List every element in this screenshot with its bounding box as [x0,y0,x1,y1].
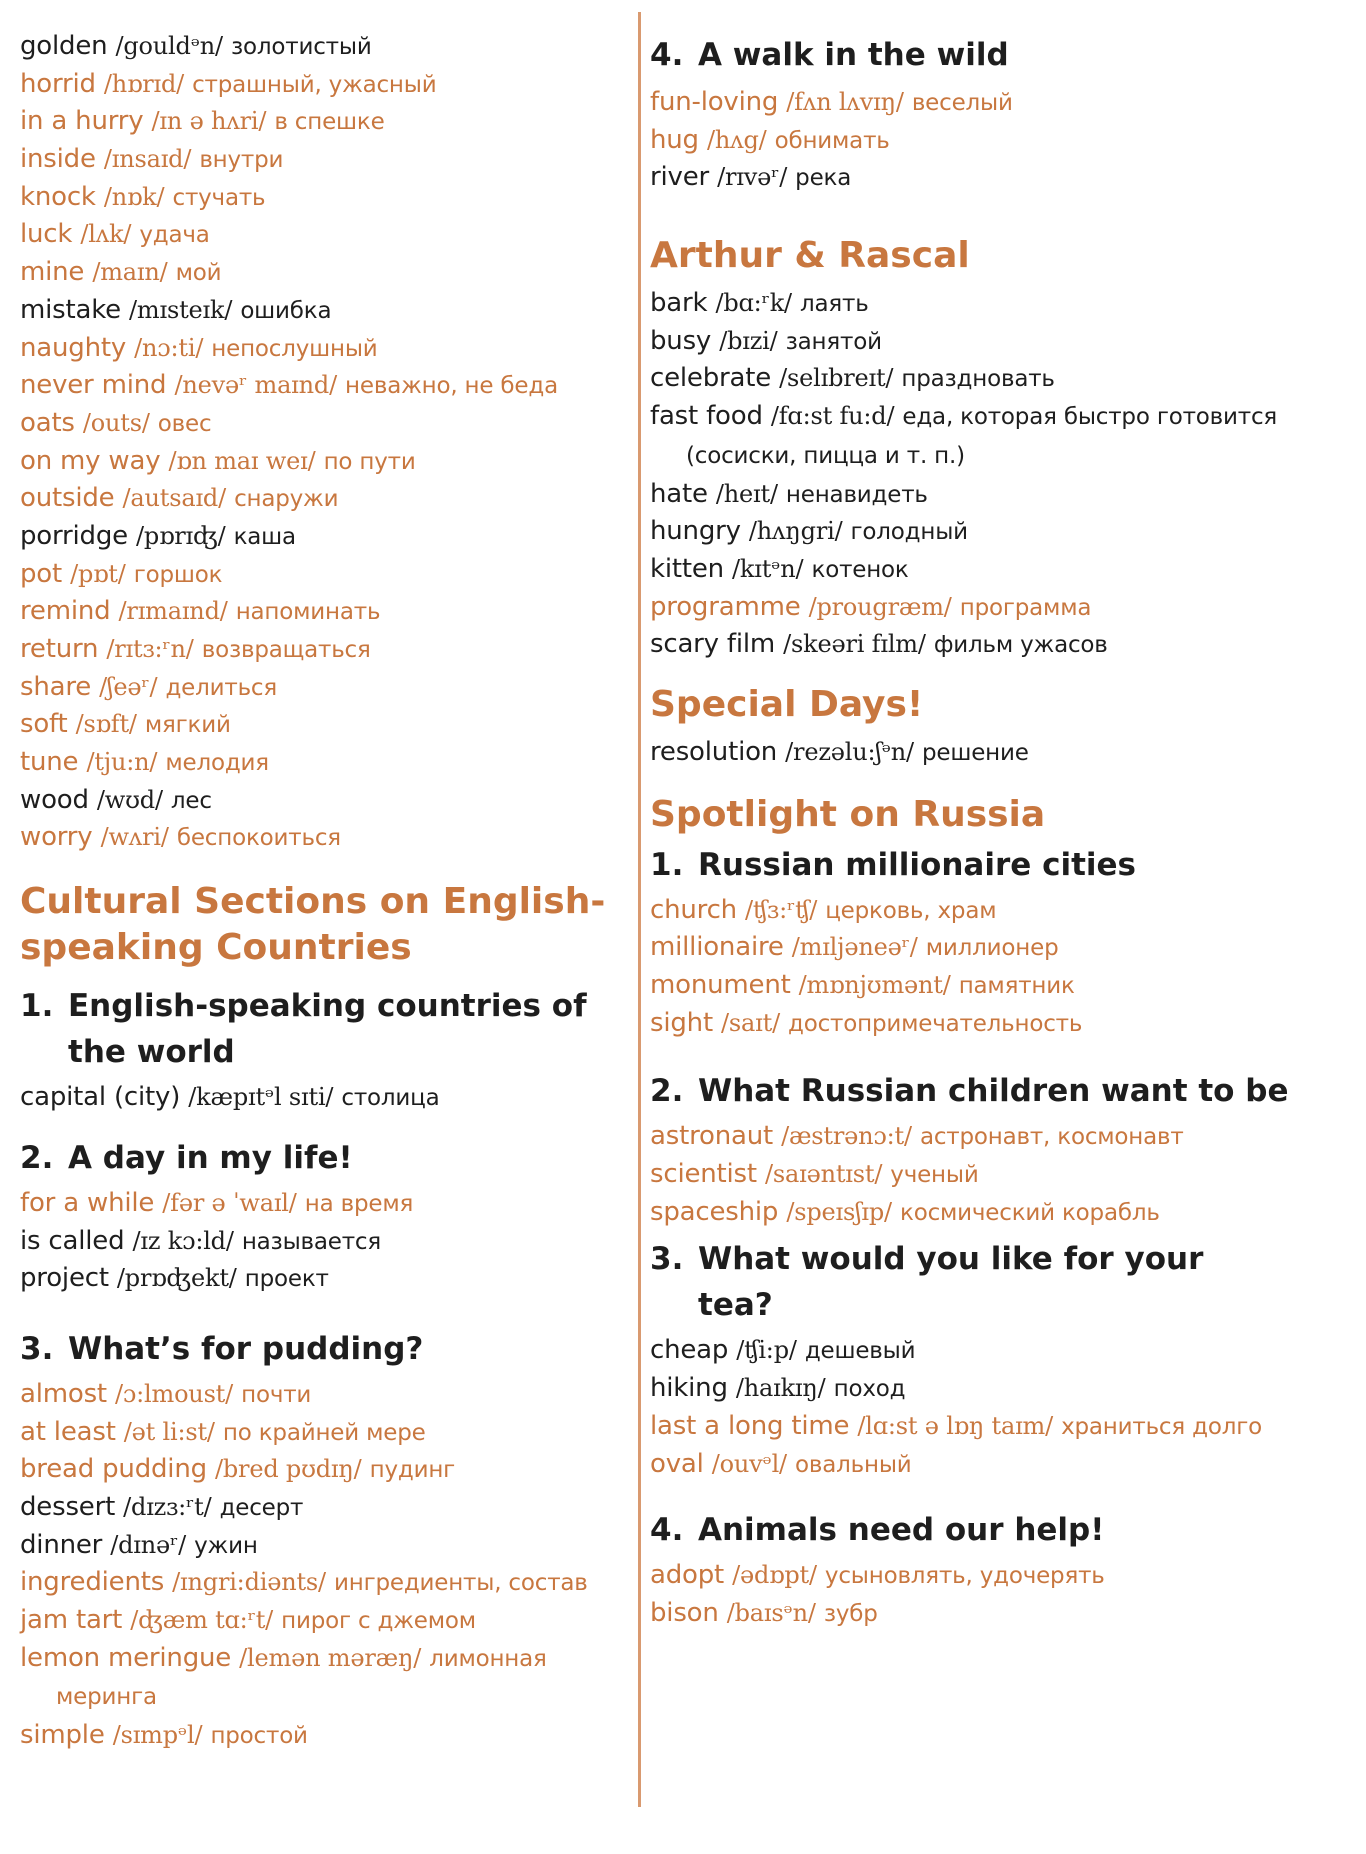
vocab-translation: усыновлять, удочерять [824,1563,1105,1590]
vocab-translation: лаять [800,291,869,318]
vocab-entry [20,1223,620,1261]
vocab-transcription: /ɒn maɪ weɪ/ [168,446,316,475]
vocab-transcription: /ɪngri:diənts/ [172,1568,326,1597]
vocab-translation: по пути [323,448,416,475]
vocab-entry [20,443,620,481]
vocab-entry [20,330,620,368]
vocab-entry [650,360,1350,398]
vocab-transcription: /haɪkɪŋ/ [735,1374,826,1403]
vocab-translation: космический корабль [900,1199,1160,1226]
vocab-entry [650,513,1350,551]
vocab-translation: непослушный [211,335,378,362]
vocab-word: soft [20,709,68,740]
vocab-word: hate [650,478,708,509]
vocab-translation: праздновать [901,366,1055,393]
vocab-translation: занятой [785,328,882,355]
vocab-word: knock [20,181,96,212]
vocab-translation: мелодия [165,750,269,777]
vocab-word: busy [650,325,712,356]
vocab-word: project [20,1263,109,1294]
vocab-transcription: /fʌn lʌvɪŋ/ [786,88,904,116]
subsection-title: What’s for pudding? [68,1330,424,1367]
vocab-word: adopt [650,1560,725,1591]
vocab-word: luck [20,219,73,250]
word-list [650,892,1350,1043]
vocab-translation: голодный [850,519,968,546]
word-list [20,28,620,857]
section-title-arthur: Arthur & Rascal [650,235,970,277]
vocab-entry [20,669,620,707]
subsection-heading-2 [20,1135,620,1181]
subsection-number: 2. [650,1073,684,1110]
vocab-translation: обнимать [774,127,890,154]
vocab-transcription: /ɪn ə hʌri/ [151,107,267,136]
subsection-number: 1. [20,988,54,1025]
vocab-transcription: /skeəri fɪlm/ [783,630,926,659]
vocab-entry [20,556,620,594]
section-title-cultural: Cultural Sections on English-speaking Countries [20,881,606,969]
vocab-transcription: /ɪz kɔ:ld/ [132,1226,234,1255]
vocab-translation: проект [244,1266,329,1293]
vocab-translation: астронавт, космонавт [919,1124,1184,1151]
vocab-translation: фильм ужасов [933,632,1108,659]
subsection-heading-walk [650,32,1350,78]
vocab-entry [20,744,620,782]
vocab-word: fast food [650,401,763,432]
vocab-transcription: /fɑ:st fu:d/ [770,402,895,431]
vocab-word: wood [20,784,89,815]
vocab-word: church [650,894,737,925]
vocab-translation: овес [157,410,212,437]
vocab-transcription: /rɪvəʳ/ [717,163,788,192]
vocab-entry [650,551,1350,589]
vocab-transcription: /pɒt/ [70,559,126,588]
vocab-word: in a hurry [20,106,144,137]
vocab-translation: ученый [890,1162,979,1189]
vocab-transcription: /pɒrɪʤ/ [136,521,226,550]
vocab-transcription: /bred pʊdɪŋ/ [215,1455,362,1484]
vocab-entry [20,103,620,141]
vocab-transcription: /bɑ:ʳk/ [715,289,792,318]
vocab-translation: напоминать [235,599,381,626]
vocab-transcription: /rɪmaɪnd/ [118,597,228,626]
vocab-transcription: /fər ə ˈwaɪl/ [162,1188,297,1217]
vocab-word: outside [20,483,115,514]
right-column [650,0,1350,1633]
vocab-translation: памятник [958,973,1075,1000]
vocab-word: simple [20,1720,105,1751]
vocab-transcription: /prougræm/ [808,592,952,621]
word-list [20,1079,620,1117]
vocab-transcription: /sɪmpᵊl/ [112,1721,203,1750]
vocab-entry [20,179,620,217]
vocab-entry [650,285,1350,323]
subsection-title: Russian millionaire cities [698,846,1136,883]
vocab-entry [650,1118,1350,1156]
vocab-translation: овальный [795,1451,912,1478]
vocab-translation: достопримечательность [788,1010,1083,1037]
vocab-translation: удача [139,222,210,249]
vocab-translation: храниться долго [1061,1413,1262,1440]
vocab-entry [650,1557,1350,1595]
vocab-entry [20,28,620,66]
vocab-word: resolution [650,736,778,767]
vocab-translation: ингредиенты, состав [334,1570,588,1597]
vocab-transcription: /dɪnəʳ/ [110,1530,187,1559]
vocab-translation: ужин [194,1532,258,1559]
vocab-transcription: /nɔ:ti/ [134,333,204,362]
vocab-word: spaceship [650,1196,779,1227]
vocab-word: is called [20,1225,125,1256]
vocab-word: worry [20,822,93,853]
vocab-translation: миллионер [925,935,1059,962]
vocab-translation: почти [241,1381,312,1408]
vocab-entry [20,1185,620,1223]
vocab-translation: дешевый [804,1338,916,1365]
vocab-entry [20,1717,620,1755]
vocab-translation: река [795,165,852,192]
vocab-word: oval [650,1448,704,1479]
vocab-word: inside [20,144,96,175]
vocab-word: for a while [20,1187,155,1218]
vocab-transcription: /kɪtᵊn/ [732,554,804,583]
vocab-entry [20,518,620,556]
vocab-word: pot [20,558,63,589]
vocab-word: kitten [650,553,724,584]
vocab-word: capital (city) [20,1082,181,1113]
vocab-translation: каша [233,523,296,550]
vocab-transcription: /speɪsʃɪp/ [786,1197,892,1226]
vocab-entry [650,734,1350,772]
vocab-entry [650,323,1350,361]
vocab-word: oats [20,407,75,438]
vocab-entry [650,398,1350,475]
vocab-word: last a long time [650,1410,850,1441]
vocab-word: mistake [20,294,121,325]
vocab-transcription: /saɪəntɪst/ [764,1160,883,1189]
vocab-word: hungry [650,516,741,547]
vocab-translation: ошибка [240,297,332,324]
vocab-transcription: /prɒʤekt/ [116,1264,237,1293]
vocab-entry [20,66,620,104]
vocab-entry [650,122,1350,160]
vocab-transcription: /tju:n/ [86,748,158,777]
vocab-entry [20,1527,620,1565]
vocab-translation: золотистый [231,34,372,60]
word-list [650,1557,1350,1632]
vocab-translation: страшный, ужасный [192,71,437,98]
vocab-word: jam tart [20,1605,123,1635]
subsection-heading-r1 [650,842,1350,888]
vocab-word: tune [20,747,79,778]
subsection-title: What would you like for your tea? [698,1241,1204,1324]
vocab-translation: ненавидеть [785,481,928,508]
vocab-word: golden [20,31,108,61]
vocab-word: bark [650,288,708,319]
vocab-transcription: /ʤæm tɑ:ʳt/ [130,1606,274,1634]
vocab-entry [650,1408,1350,1446]
subsection-title: A walk in the wild [698,37,1009,73]
vocab-word: cheap [650,1335,729,1366]
vocab-word: monument [650,970,791,1001]
vocab-translation: столица [341,1085,440,1112]
vocab-entry [20,1376,620,1414]
vocab-transcription: /dɪzɜ:ʳt/ [123,1492,212,1521]
vocab-word: naughty [20,332,127,363]
vocab-translation: котенок [811,556,909,583]
vocab-transcription: /nevəʳ maɪnd/ [174,371,337,400]
subsection-heading-r3 [650,1236,1350,1328]
vocab-translation: десерт [219,1494,304,1521]
vocab-transcription: /autsaɪd/ [122,484,226,513]
word-list [20,1376,620,1755]
vocab-transcription: /wʊd/ [96,785,163,814]
vocab-word: ingredients [20,1567,165,1598]
vocab-entry [650,1194,1350,1233]
vocab-transcription: /ɪnsaɪd/ [103,145,192,174]
vocab-word: bread pudding [20,1454,207,1485]
vocab-transcription: /hʌg/ [706,125,767,154]
vocab-translation: поход [833,1376,906,1403]
subsection-number: 3. [20,1330,54,1367]
vocab-transcription: /ʧi:p/ [736,1336,797,1365]
word-list [650,1332,1350,1483]
vocab-transcription: /rɪtɜ:ʳn/ [106,635,194,663]
vocab-transcription: /heɪt/ [715,479,778,508]
vocab-translation: лес [170,787,212,814]
vocab-entry [20,254,620,292]
vocab-word: on my way [20,445,161,476]
vocab-word: never mind [20,370,167,401]
word-list [650,1118,1350,1232]
vocab-entry [20,405,620,443]
vocab-word: return [20,634,99,664]
subsection-heading-1 [20,983,620,1075]
column-divider [638,12,641,1807]
vocab-translation: мягкий [144,712,231,739]
subsection-title: What Russian children want to be [698,1073,1289,1110]
vocab-transcription: /hʌŋgri/ [748,517,843,546]
vocab-entry [20,141,620,179]
vocab-translation: по крайней мере [222,1419,426,1446]
subsection-title: Animals need our help! [698,1512,1105,1549]
vocab-entry [20,1564,620,1602]
word-list [20,1185,620,1298]
vocab-transcription: /baɪsᵊn/ [726,1598,816,1627]
vocab-translation: внутри [199,147,284,174]
vocab-entry [20,1260,620,1298]
vocab-entry [650,1156,1350,1194]
vocab-entry [20,1414,620,1452]
vocab-transcription: /lɑ:st ə lɒŋ taɪm/ [857,1411,1053,1440]
vocab-translation: лимонная меринга [56,1645,547,1711]
vocab-entry [20,782,620,820]
vocab-translation: горшок [133,561,223,588]
vocab-word: dessert [20,1491,116,1522]
vocab-translation: зубр [823,1600,878,1627]
vocab-word: programme [650,591,801,622]
vocab-entry [650,929,1350,967]
vocab-translation: беспокоиться [176,825,341,852]
vocab-word: mine [20,257,85,288]
vocab-entry [20,1079,620,1117]
vocab-translation: программа [959,594,1092,621]
vocab-transcription: /nɒk/ [103,182,165,211]
vocab-entry [650,626,1350,664]
vocab-entry [650,1595,1350,1633]
vocab-word: almost [20,1378,107,1409]
vocab-word: remind [20,596,111,627]
vocab-transcription: /kæpɪtᵊl sɪti/ [188,1083,334,1112]
vocab-transcription: /sɒft/ [75,710,137,739]
subsection-title: A day in my life! [68,1139,353,1176]
vocab-translation: еда, которая быстро готовится (сосиски, пицца и т. п.) [686,404,1278,469]
subsection-title: English-speaking countries of the world [68,988,587,1071]
vocab-transcription: /ədɒpt/ [732,1561,817,1590]
vocab-entry [20,819,620,857]
vocab-translation: называется [241,1228,382,1255]
vocab-transcription: /ət li:st/ [123,1417,215,1446]
vocab-transcription: /ʃeəʳ/ [99,672,158,701]
vocab-word: scary film [650,629,776,660]
vocab-transcription: /rezəlu:ʃᵊn/ [785,737,914,766]
subsection-number: 4. [650,1512,684,1549]
vocab-entry [650,892,1350,930]
vocab-entry [650,84,1350,122]
vocab-entry [20,480,620,518]
word-list [650,285,1350,664]
vocab-translation: снаружи [234,486,339,513]
section-title-spotlight: Spotlight on Russia [650,793,1046,835]
vocab-entry [20,216,620,254]
vocab-translation: церковь, храм [825,897,997,924]
vocab-entry [650,1370,1350,1408]
vocab-translation: стучать [172,184,266,211]
vocab-transcription: /ouvᵊl/ [711,1449,787,1478]
left-column [20,0,620,1755]
vocab-entry [650,589,1350,627]
vocab-entry [20,631,620,669]
vocab-entry [650,1005,1350,1043]
vocab-entry [650,1446,1350,1484]
vocab-word: lemon meringue [20,1642,232,1673]
vocab-entry [20,1451,620,1489]
vocab-transcription: /ʧɜ:ʳʧ/ [745,895,818,924]
vocab-translation: делиться [165,674,278,701]
vocab-word: share [20,671,92,702]
vocab-entry [20,292,620,330]
vocab-translation: в спешке [274,109,385,136]
vocab-transcription: /outs/ [82,408,150,437]
vocab-word: river [650,162,709,193]
vocab-entry [650,967,1350,1005]
subsection-number: 2. [20,1139,54,1176]
vocab-word: hug [650,124,699,155]
subsection-number: 1. [650,846,684,883]
vocab-transcription: /wʌri/ [100,823,169,852]
vocab-word: astronaut [650,1121,773,1152]
section-title-special: Special Days! [650,683,924,725]
vocab-entry [650,159,1350,197]
subsection-heading-r2 [650,1068,1350,1114]
vocab-entry [20,1489,620,1527]
vocab-translation: простой [210,1723,308,1750]
vocab-word: hiking [650,1373,728,1404]
subsection-heading-3 [20,1326,620,1372]
vocab-transcription: /mɒnjʊmənt/ [798,971,951,1000]
vocab-transcription: /bɪzi/ [719,326,778,355]
subsection-heading-r4 [650,1507,1350,1553]
vocab-transcription: /selɪbreɪt/ [779,364,894,393]
vocab-word: sight [650,1007,713,1038]
vocab-transcription: /maɪn/ [92,258,168,287]
subsection-number: 4. [650,37,684,73]
word-list [650,734,1350,772]
vocab-translation: возвращаться [201,637,371,663]
vocab-transcription: /saɪt/ [721,1008,780,1037]
vocab-entry [650,476,1350,514]
vocab-entry [20,367,620,405]
vocab-word: horrid [20,68,96,99]
vocab-transcription: /ɔ:lmoust/ [115,1379,234,1408]
vocab-translation: пудинг [369,1457,456,1484]
vocab-transcription: /hɒrɪd/ [103,69,185,98]
vocab-word: scientist [650,1159,757,1190]
vocab-word: fun-loving [650,87,779,117]
vocab-word: celebrate [650,363,772,394]
vocab-entry [20,1602,620,1640]
vocab-word: dinner [20,1529,103,1560]
vocab-word: at least [20,1416,116,1447]
vocab-transcription: /gouldᵊn/ [115,32,223,60]
vocab-entry [650,1332,1350,1370]
vocab-entry [20,1640,620,1717]
vocab-transcription: /æstrənɔ:t/ [781,1122,912,1151]
vocab-translation: веселый [911,90,1013,116]
vocab-transcription: /mɪsteɪk/ [129,295,233,324]
vocab-transcription: /lʌk/ [80,220,132,249]
vocab-word: porridge [20,520,128,551]
vocab-word: millionaire [650,932,784,963]
vocab-translation: пирог с джемом [281,1608,476,1634]
vocab-entry [20,706,620,744]
vocab-translation: на время [304,1190,414,1217]
vocab-translation: мой [175,260,222,287]
vocab-word: bison [650,1597,719,1628]
vocab-translation: неважно, не беда [345,373,558,400]
vocab-transcription: /lemən məræŋ/ [239,1643,422,1672]
word-list [650,84,1350,197]
vocab-translation: решение [922,739,1029,766]
vocab-transcription: /mɪljəneəʳ/ [791,933,918,962]
vocab-entry [20,593,620,631]
subsection-number: 3. [650,1241,684,1278]
